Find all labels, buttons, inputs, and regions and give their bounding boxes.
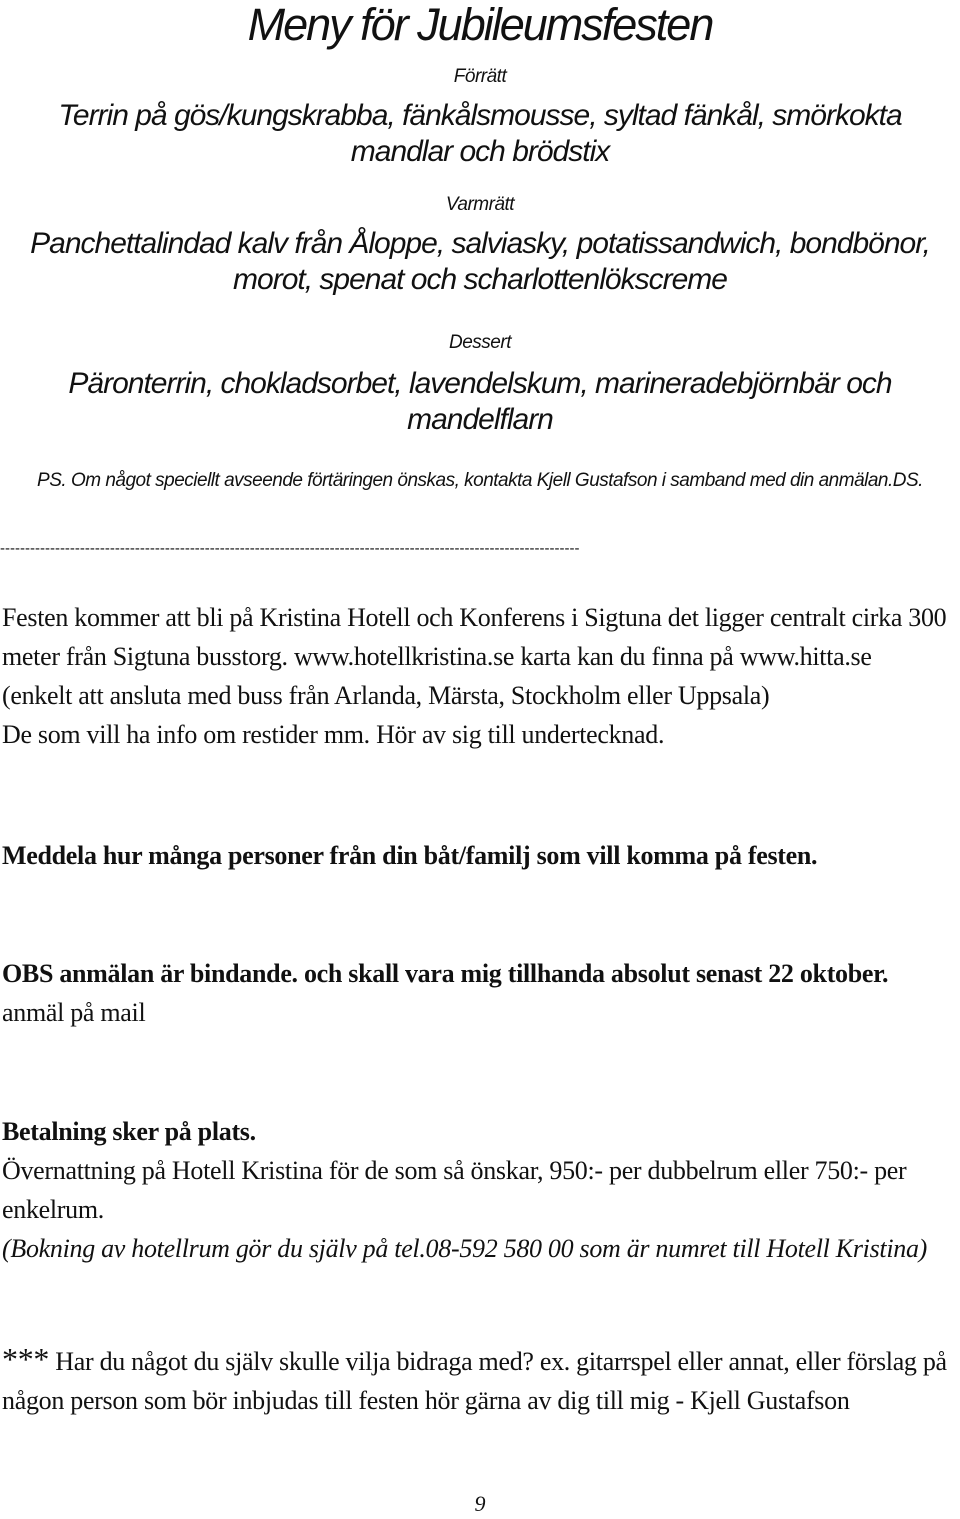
main-course-dish: Panchettalindad kalv från Åloppe, salviasky, potatissandwich, bondbönor, morot, spenat och scharlottenlökscreme (30, 227, 930, 296)
payment-heading: Betalning sker på plats. (2, 1117, 256, 1146)
booking-info: (Bokning av hotellrum gör du själv på tel.08-592 580 00 som är numret till Hotell Kristina) (2, 1234, 928, 1263)
starter-dish: Terrin på gös/kungskrabba, fänkålsmousse, syltad fänkål, smörkokta mandlar och brödstix (58, 99, 902, 168)
starter-label: Förrätt (453, 66, 507, 87)
dessert-label: Dessert (449, 332, 511, 353)
mail-instruction: anmäl på mail (2, 998, 146, 1027)
transport-paragraph: (enkelt att ansluta med buss från Arlanda, Märsta, Stockholm eller Uppsala) (2, 681, 770, 710)
asterisks: *** (2, 1341, 50, 1377)
ps-note: PS. Om något speciellt avseende förtäringen önskas, kontakta Kjell Gustafson i samband med din anmälan.DS. (37, 470, 923, 491)
payment-section (2, 1112, 958, 1268)
closing-paragraph (2, 1340, 958, 1420)
dessert-dish: Päronterrin, chokladsorbet, lavendelskum, marineradebjörnbär och mandelflarn (68, 367, 892, 436)
overnight-info: Övernattning på Hotell Kristina för de som så önskar, 950:- per dubbelrum eller 750:- per enkelrum. (2, 1156, 907, 1224)
main-course-label: Varmrätt (445, 194, 515, 215)
page-number: 9 (474, 1491, 486, 1516)
section-divider: -------------------------------------------------------------------------------------------------------------------- (0, 540, 580, 557)
contact-paragraph: De som vill ha info om restider mm. Hör av sig till undertecknad. (2, 720, 665, 749)
binding-section (2, 954, 958, 1032)
venue-paragraph: Festen kommer att bli på Kristina Hotell och Konferens i Sigtuna det ligger centralt cirka 300 meter från Sigtuna busstorg. www.hotellkristina.se karta kan du finna på www.hitta.se (2, 603, 947, 671)
info-section (2, 598, 958, 754)
count-request: Meddela hur många personer från din båt/familj som vill komma på festen. (2, 841, 818, 870)
binding-notice: OBS anmälan är bindande. och skall vara mig tillhanda absolut senast 22 oktober. (2, 959, 889, 988)
notice-section (2, 836, 958, 875)
menu-title: Meny för Jubileumsfesten (247, 0, 713, 50)
closing-section (2, 1340, 958, 1420)
closing-text: Har du något du själv skulle vilja bidraga med? ex. gitarrspel eller annat, eller förslag på någon person som bör inbjudas till festen hör gärna av dig till mig - Kjell Gustafson (2, 1347, 947, 1415)
